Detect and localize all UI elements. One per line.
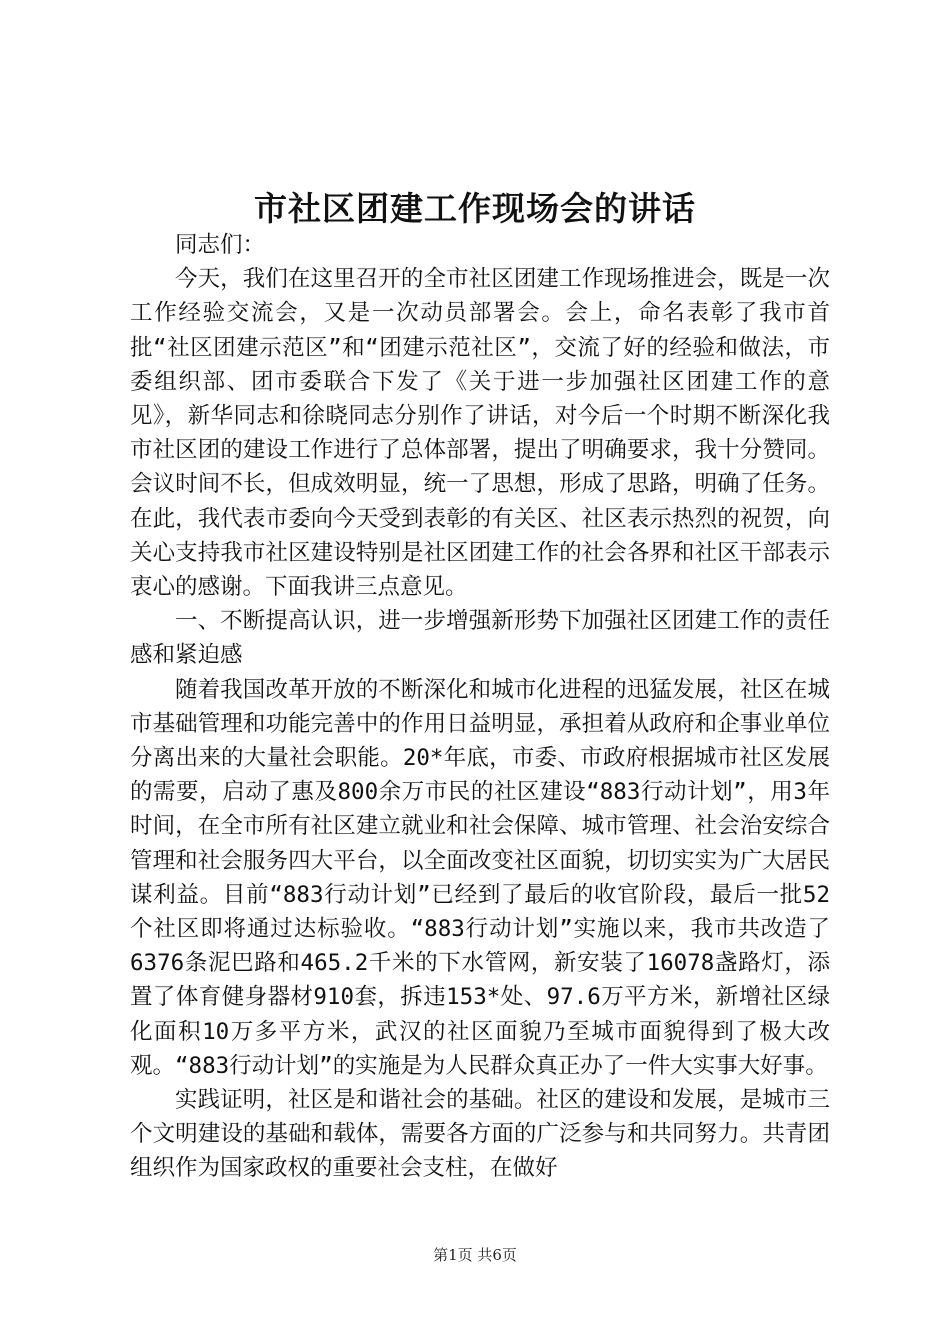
paragraph-section-heading: 一、不断提高认识，进一步增强新形势下加强社区团建工作的责任感和紧迫感 [130, 608, 830, 669]
document-body [130, 228, 830, 1186]
paragraph-intro: 今天，我们在这里召开的全市社区团建工作现场推进会，既是一次工作经验交流会，又是一次动员部署会。会上，命名表彰了我市首批“社区团建示范区”和“团建示范社区”，交流了好的经验和做法，市委组织部、团市委联合下发了《关于进一步加强社区团建工作的意见》，新华同志和徐晓同志分别作了讲话，对今后一个时期不断深化我市社区团的建设工作进行了总体部署，提出了明确要求，我十分赞同。会议时间不长，但成效明显，统一了思想，形成了思路，明确了任务。在此，我代表市委向今天受到表彰的有关区、社区表示热烈的祝贺，向关心支持我市社区建设特别是社区团建工作的社会各界和社区干部表示衷心的感谢。下面我讲三点意见。 [130, 266, 830, 601]
paragraph-body: 随着我国改革开放的不断深化和城市化进程的迅猛发展，社区在城市基础管理和功能完善中的作用日益明显，承担着从政府和企事业单位分离出来的大量社会职能。20*年底，市委、市政府根据城市社区发展的需要，启动了惠及800余万市民的社区建设“883行动计划”，用3年时间，在全市所有社区建立就业和社会保障、城市管理、社会治安综合管理和社会服务四大平台，以全面改变社区面貌，切切实实为广大居民谋利益。目前“883行动计划”已经到了最后的收官阶段，最后一批52个社区即将通过达标验收。“883行动计划”实施以来，我市共改造了6376条泥巴路和465.2千米的下水管网，新安装了16078盏路灯，添置了体育健身器材910套，拆违153*处、97.6万平方米，新增社区绿化面积10万多平方米，武汉的社区面貌乃至城市面貌得到了极大改观。“883行动计划”的实施是为人民群众真正办了一件大实事大好事。 [130, 676, 830, 1079]
paragraph-salutation: 同志们： [175, 232, 266, 258]
page-number: 第1页 共6页 [433, 1246, 517, 1264]
document-title: 市社区团建工作现场会的讲话 [254, 189, 696, 228]
paragraph-body: 实践证明，社区是和谐社会的基础。社区的建设和发展，是城市三个文明建设的基础和载体，需要各方面的广泛参与和共同努力。共青团组织作为国家政权的重要社会支柱，在做好 [130, 1087, 830, 1182]
